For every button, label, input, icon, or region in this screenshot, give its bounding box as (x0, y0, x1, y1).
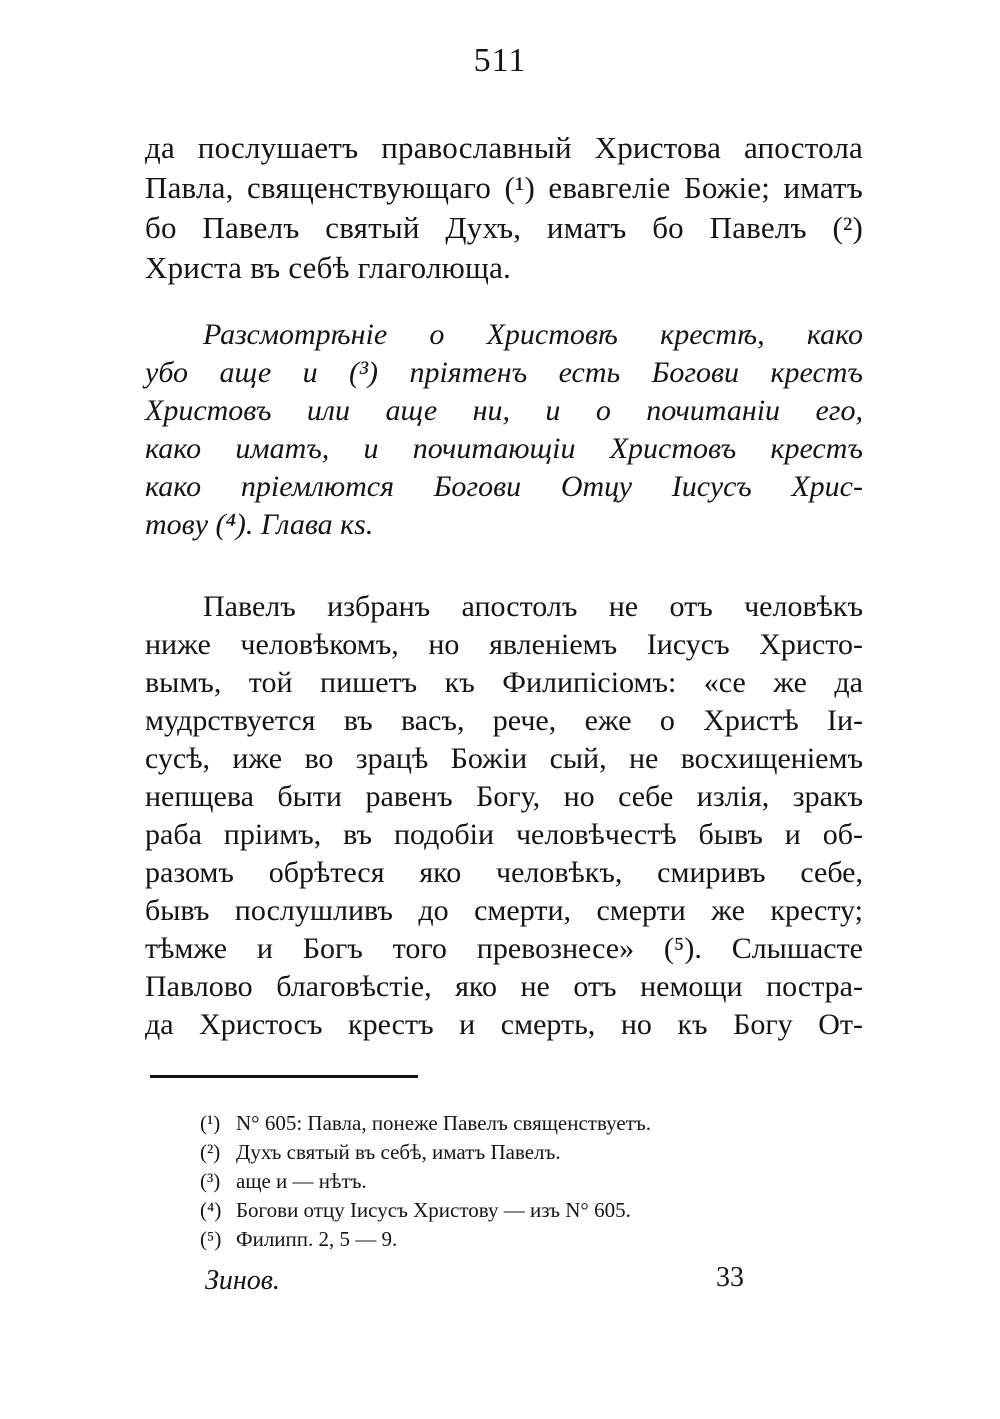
text-line: ниже человѣкомъ, но явленіемъ Іисусъ Христо- (145, 628, 863, 661)
footnote (200, 1168, 367, 1195)
text-line: бо Павелъ святый Духъ, иматъ бо Павелъ (²) (145, 210, 863, 245)
footnote-divider (150, 1075, 418, 1078)
footnote-marker: (²) (200, 1140, 221, 1164)
text-line: да Христосъ крестъ и смерть, но къ Богу От- (145, 1008, 863, 1041)
text-line: непщева быти равенъ Богу, но себе излія, зракъ (145, 780, 863, 813)
signature-mark: Зинов. (205, 1265, 280, 1296)
footnote (200, 1226, 397, 1253)
text-line: сусѣ, иже во зрацѣ Божіи сый, не восхищеніемъ (145, 742, 863, 775)
heading-line: убо аще и (³) пріятенъ есть Богови крестъ (145, 356, 863, 389)
heading-line: тову (⁴). Глава кѕ. (145, 508, 374, 541)
heading-line: како пріемлются Богови Отцу Іисусъ Хрис- (145, 470, 863, 503)
footnote-text: Духъ святый въ себѣ, иматъ Павелъ. (236, 1140, 561, 1164)
footnote-text: аще и — нѣтъ. (236, 1169, 367, 1193)
text-line: Павелъ избранъ апостолъ не отъ человѣкъ (203, 590, 863, 623)
footnote (200, 1197, 631, 1224)
text-line: Павла, священствующаго (¹) евавгеліе Божіе; иматъ (145, 170, 863, 205)
footnote-marker: (¹) (200, 1111, 221, 1135)
heading-line: како иматъ, и почитающіи Христовъ крестъ (145, 432, 863, 465)
footnote (200, 1139, 561, 1166)
heading-line: Христовъ или аще ни, и о почитаніи его, (145, 394, 863, 427)
footnote-marker: (⁴) (200, 1198, 222, 1222)
heading-line: Разсмотрѣніе о Христовѣ крестѣ, како (203, 318, 863, 351)
footnote-text: N° 605: Павла, понеже Павелъ священствуетъ. (236, 1111, 651, 1135)
text-line: раба пріимъ, въ подобіи человѣчестѣ бывъ и об- (145, 818, 863, 851)
footnote-marker: (⁵) (200, 1227, 222, 1251)
text-line: бывъ послушливъ до смерти, смерти же кресту; (145, 894, 863, 927)
text-line: мудрствуется въ васъ, рече, еже о Христѣ Іи- (145, 704, 863, 737)
text-line: разомъ обрѣтеся яко человѣкъ, смиривъ себе, (145, 856, 863, 889)
text-line: Христа въ себѣ глаголюща. (145, 250, 511, 285)
text-line: тѣмже и Богъ того превознесе» (⁵). Слышасте (145, 932, 863, 965)
footnote-text: Филипп. 2, 5 — 9. (236, 1227, 398, 1251)
footnote-text: Богови отцу Іисусъ Христову — изъ N° 605. (236, 1198, 631, 1222)
footnote (200, 1110, 651, 1137)
text-line: Павлово благовѣстіе, яко не отъ немощи пострa- (145, 970, 863, 1003)
footnote-marker: (³) (200, 1169, 221, 1193)
text-line: да послушаетъ православный Христова апостола (145, 130, 863, 165)
page-number: 511 (473, 42, 527, 79)
sheet-number: 33 (716, 1262, 744, 1293)
text-line: вымъ, той пишетъ къ Филипісіомъ: «се же да (145, 666, 863, 699)
